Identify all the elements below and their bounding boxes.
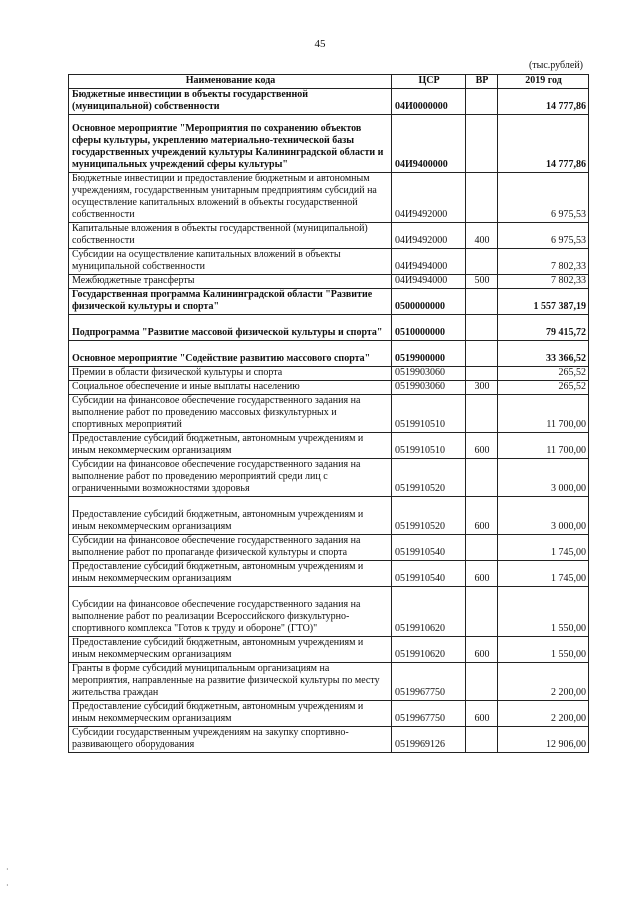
header-vr: ВР — [466, 75, 498, 89]
cell-csr: 04И9494000 — [392, 275, 466, 289]
budget-table — [68, 74, 589, 753]
cell-csr: 0519969126 — [392, 727, 466, 753]
cell-name: Субсидии на финансовое обеспечение государственного задания на выполнение работ по реализации Всероссийского физкультурно-спортивного комплекса "Готов к труду и обороне" (ГТО)" — [69, 587, 392, 637]
cell-csr: 0519967750 — [392, 663, 466, 701]
cell-vr: 600 — [466, 433, 498, 459]
cell-name: Премии в области физической культуры и спорта — [69, 367, 392, 381]
cell-csr: 0500000000 — [392, 289, 466, 315]
cell-csr: 0519903060 — [392, 367, 466, 381]
cell-name: Предоставление субсидий бюджетным, автономным учреждениям и иным некоммерческим организациям — [69, 637, 392, 663]
cell-csr: 0519910520 — [392, 497, 466, 535]
header-csr: ЦСР — [392, 75, 466, 89]
cell-vr: 300 — [466, 381, 498, 395]
cell-csr: 04И9400000 — [392, 115, 466, 173]
cell-amount: 7 802,33 — [498, 249, 589, 275]
cell-name: Предоставление субсидий бюджетным, автономным учреждениям и иным некоммерческим организациям — [69, 433, 392, 459]
cell-name: Бюджетные инвестиции в объекты государственной (муниципальной) собственности — [69, 89, 392, 115]
cell-name: Гранты в форме субсидий муниципальным организациям на мероприятия, направленные на развитие физической культуры по месту жительства граждан — [69, 663, 392, 701]
cell-amount: 6 975,53 — [498, 223, 589, 249]
cell-amount: 7 802,33 — [498, 275, 589, 289]
cell-csr: 0519900000 — [392, 341, 466, 367]
scan-edge-marks: · · — [6, 865, 9, 890]
units-label: (тыс.рублей) — [528, 60, 583, 71]
cell-amount: 1 745,00 — [498, 535, 589, 561]
table-row — [69, 459, 589, 497]
table-row — [69, 249, 589, 275]
cell-amount: 33 366,52 — [498, 341, 589, 367]
table-row — [69, 381, 589, 395]
cell-name: Субсидии государственным учреждениям на закупку спортивно-развивающего оборудования — [69, 727, 392, 753]
cell-csr: 0519910540 — [392, 561, 466, 587]
cell-amount: 2 200,00 — [498, 701, 589, 727]
table-row — [69, 561, 589, 587]
cell-vr — [466, 89, 498, 115]
cell-name: Субсидии на финансовое обеспечение государственного задания на выполнение работ по проведению массовых физкультурных и спортивных мероприятий — [69, 395, 392, 433]
cell-vr — [466, 663, 498, 701]
cell-csr: 04И9494000 — [392, 249, 466, 275]
cell-csr: 04И9492000 — [392, 173, 466, 223]
table-row — [69, 173, 589, 223]
cell-amount: 14 777,86 — [498, 89, 589, 115]
cell-csr: 0519910620 — [392, 637, 466, 663]
page-number: 45 — [314, 38, 326, 50]
cell-amount: 11 700,00 — [498, 433, 589, 459]
cell-amount: 1 745,00 — [498, 561, 589, 587]
cell-vr — [466, 315, 498, 341]
table-row — [69, 395, 589, 433]
cell-vr — [466, 395, 498, 433]
cell-vr — [466, 289, 498, 315]
cell-csr: 0519910510 — [392, 395, 466, 433]
cell-vr — [466, 115, 498, 173]
cell-vr: 400 — [466, 223, 498, 249]
cell-vr — [466, 173, 498, 223]
cell-vr: 600 — [466, 561, 498, 587]
cell-vr — [466, 459, 498, 497]
cell-csr: 0519967750 — [392, 701, 466, 727]
cell-vr: 600 — [466, 701, 498, 727]
table-row — [69, 727, 589, 753]
header-name: Наименование кода — [69, 75, 392, 89]
cell-amount: 1 557 387,19 — [498, 289, 589, 315]
cell-name: Основное мероприятие "Мероприятия по сохранению объектов сферы культуры, укреплению материально-технической базы государственных учреждений культуры Калининградской области и муниципальных учреждений сферы культуры" — [69, 115, 392, 173]
cell-amount: 1 550,00 — [498, 637, 589, 663]
cell-name: Предоставление субсидий бюджетным, автономным учреждениям и иным некоммерческим организациям — [69, 561, 392, 587]
cell-vr — [466, 249, 498, 275]
cell-amount: 3 000,00 — [498, 459, 589, 497]
cell-csr: 04И0000000 — [392, 89, 466, 115]
cell-name: Капитальные вложения в объекты государственной (муниципальной) собственности — [69, 223, 392, 249]
cell-amount: 6 975,53 — [498, 173, 589, 223]
cell-vr: 600 — [466, 637, 498, 663]
table-row — [69, 367, 589, 381]
cell-name: Предоставление субсидий бюджетным, автономным учреждениям и иным некоммерческим организациям — [69, 701, 392, 727]
cell-name: Основное мероприятие "Содействие развитию массового спорта" — [69, 341, 392, 367]
cell-csr: 0519910510 — [392, 433, 466, 459]
cell-amount: 265,52 — [498, 367, 589, 381]
cell-vr — [466, 535, 498, 561]
table-row — [69, 341, 589, 367]
cell-name: Предоставление субсидий бюджетным, автономным учреждениям и иным некоммерческим организациям — [69, 497, 392, 535]
table-row — [69, 115, 589, 173]
table-row — [69, 315, 589, 341]
cell-amount: 1 550,00 — [498, 587, 589, 637]
cell-amount: 265,52 — [498, 381, 589, 395]
cell-amount: 79 415,72 — [498, 315, 589, 341]
cell-csr: 0510000000 — [392, 315, 466, 341]
cell-vr — [466, 367, 498, 381]
cell-csr: 0519903060 — [392, 381, 466, 395]
cell-amount: 12 906,00 — [498, 727, 589, 753]
table-row — [69, 587, 589, 637]
cell-vr — [466, 587, 498, 637]
cell-name: Субсидии на осуществление капитальных вложений в объекты муниципальной собственности — [69, 249, 392, 275]
table-row — [69, 223, 589, 249]
cell-name: Межбюджетные трансферты — [69, 275, 392, 289]
header-amount: 2019 год — [498, 75, 589, 89]
cell-vr: 600 — [466, 497, 498, 535]
table-header-row — [69, 75, 589, 89]
cell-vr: 500 — [466, 275, 498, 289]
table-row — [69, 535, 589, 561]
cell-csr: 0519910540 — [392, 535, 466, 561]
cell-vr — [466, 341, 498, 367]
cell-amount: 11 700,00 — [498, 395, 589, 433]
table-row — [69, 275, 589, 289]
cell-amount: 3 000,00 — [498, 497, 589, 535]
table-row — [69, 701, 589, 727]
table-row — [69, 289, 589, 315]
cell-csr: 0519910520 — [392, 459, 466, 497]
cell-name: Бюджетные инвестиции и предоставление бюджетным и автономным учреждениям, государственным унитарным предприятиям субсидий на осуществление капитальных вложений в объекты государственной собственности — [69, 173, 392, 223]
cell-amount: 2 200,00 — [498, 663, 589, 701]
cell-name: Субсидии на финансовое обеспечение государственного задания на выполнение работ по проведению мероприятий среди лиц с ограниченными возможностями здоровья — [69, 459, 392, 497]
cell-name: Государственная программа Калининградской области "Развитие физической культуры и спорта" — [69, 289, 392, 315]
table-row — [69, 433, 589, 459]
cell-vr — [466, 727, 498, 753]
table-row — [69, 637, 589, 663]
table-body — [69, 89, 589, 753]
cell-name: Социальное обеспечение и иные выплаты населению — [69, 381, 392, 395]
cell-csr: 04И9492000 — [392, 223, 466, 249]
table-row — [69, 89, 589, 115]
cell-csr: 0519910620 — [392, 587, 466, 637]
cell-amount: 14 777,86 — [498, 115, 589, 173]
table-row — [69, 497, 589, 535]
table-row — [69, 663, 589, 701]
cell-name: Субсидии на финансовое обеспечение государственного задания на выполнение работ по пропаганде физической культуры и спорта — [69, 535, 392, 561]
cell-name: Подпрограмма "Развитие массовой физической культуры и спорта" — [69, 315, 392, 341]
